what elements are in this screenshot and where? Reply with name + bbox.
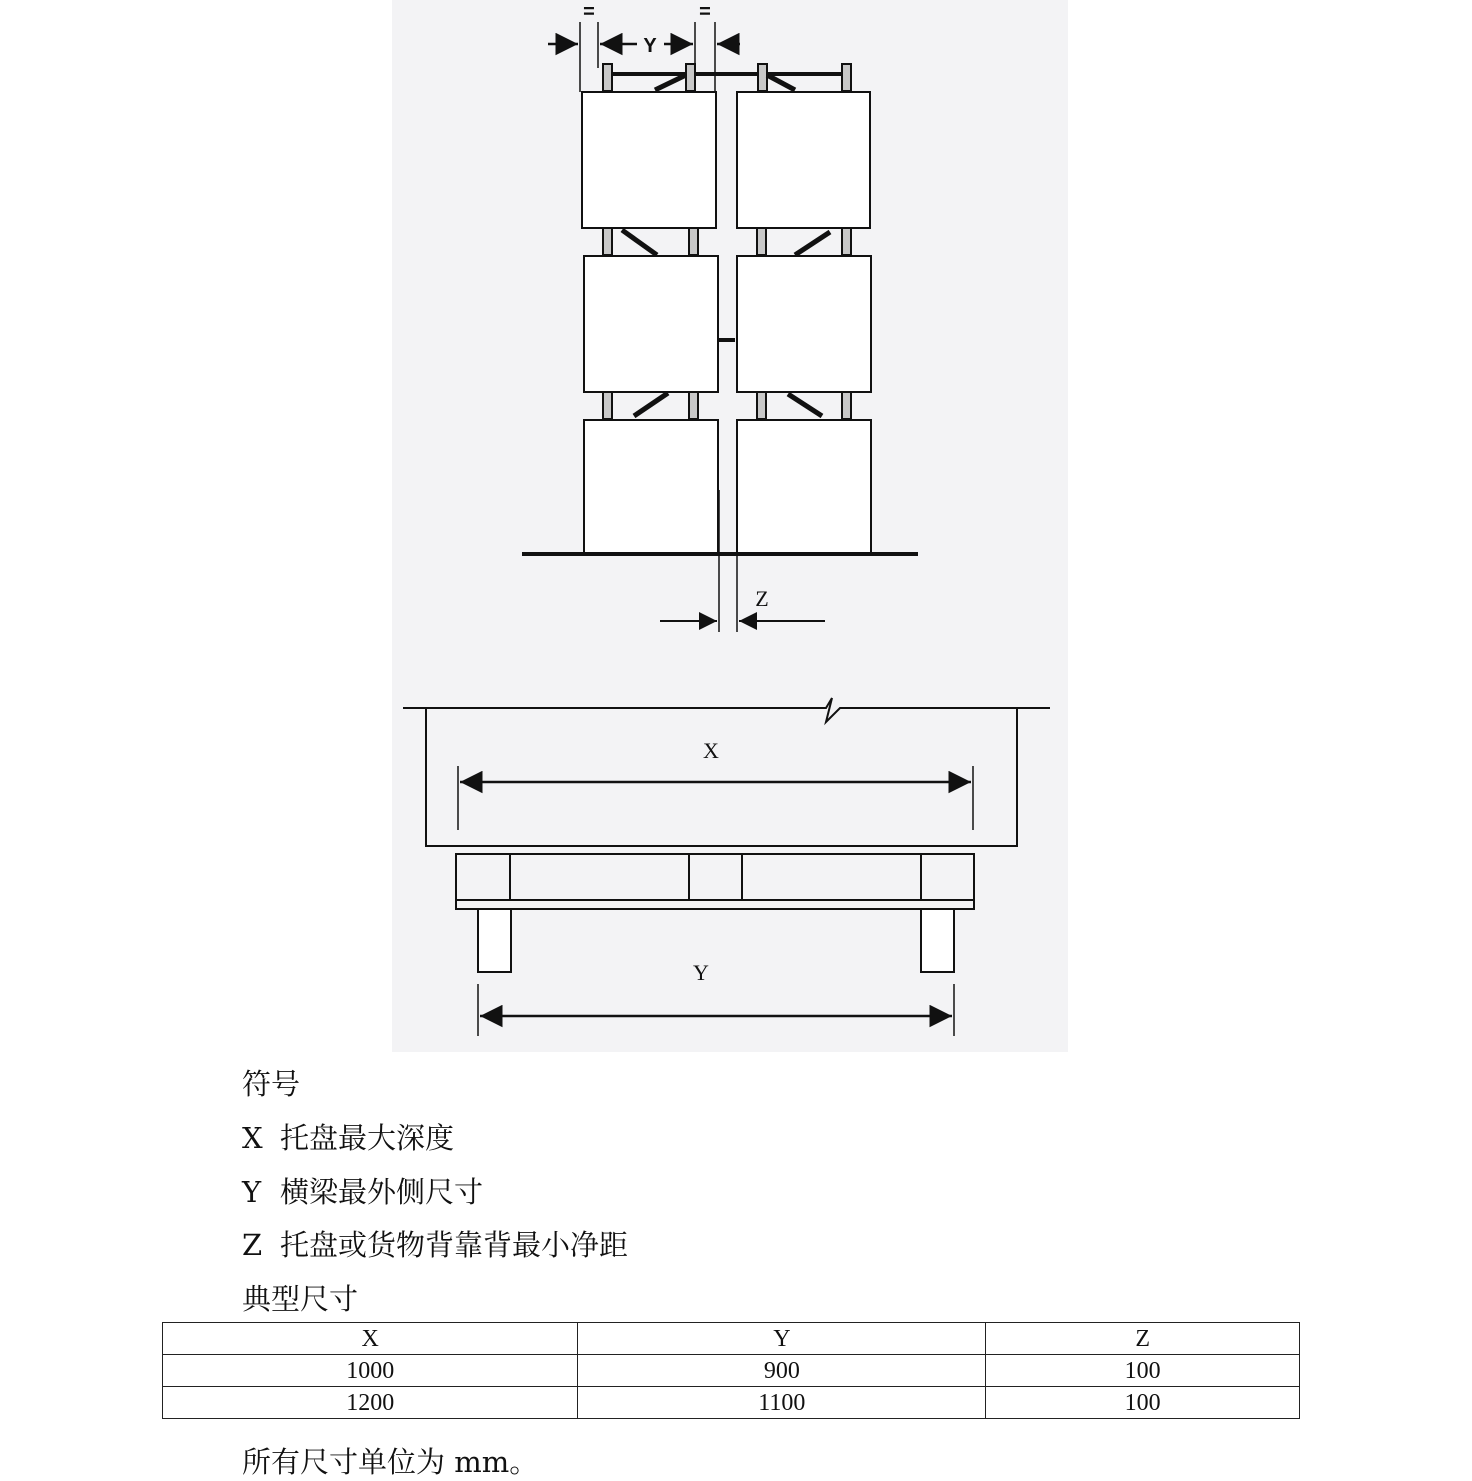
legend-symbol: X — [242, 1121, 263, 1155]
table-cell: 1200 — [163, 1387, 578, 1419]
z-dimension-label: Z — [755, 586, 769, 611]
table-cell: 100 — [986, 1387, 1300, 1419]
equal-sign-right: = — [699, 1, 711, 23]
equal-sign-left: = — [583, 1, 595, 23]
table-cell: 1000 — [163, 1355, 578, 1387]
table-cell: 100 — [986, 1355, 1300, 1387]
legend-description: 横梁最外侧尺寸 — [280, 1175, 484, 1209]
units-note: 所有尺寸单位为 mm。 — [242, 1445, 539, 1479]
table-row — [163, 1387, 1300, 1419]
legend-item-z — [242, 1228, 629, 1262]
table-header-cell: X — [163, 1323, 578, 1355]
legend-title: 符号 — [242, 1067, 301, 1101]
legend-item-y — [242, 1175, 484, 1209]
table-cell: 900 — [578, 1355, 986, 1387]
x-dimension-label: X — [703, 738, 719, 763]
table-title: 典型尺寸 — [242, 1282, 359, 1316]
table-row — [163, 1355, 1300, 1387]
legend-item-x — [242, 1121, 455, 1155]
legend-description: 托盘最大深度 — [280, 1121, 455, 1155]
load-box — [426, 708, 1017, 846]
x-dimension — [458, 738, 973, 830]
y-dimension-label: Y — [643, 35, 657, 57]
legend-symbol: Z — [242, 1228, 263, 1262]
y-dimension-label-section: Y — [693, 960, 709, 985]
typical-dimensions-table — [162, 1322, 1300, 1419]
pallet — [456, 854, 974, 909]
legend-symbol: Y — [242, 1175, 262, 1209]
table-header-row — [163, 1323, 1300, 1355]
table-header-cell: Z — [986, 1323, 1300, 1355]
load-outline — [403, 698, 1050, 722]
table-header-cell: Y — [578, 1323, 986, 1355]
legend-description: 托盘或货物背靠背最小净距 — [280, 1228, 629, 1262]
table-cell: 1100 — [578, 1387, 986, 1419]
beam-sections — [478, 909, 954, 972]
y-dimension-section — [478, 960, 954, 1036]
